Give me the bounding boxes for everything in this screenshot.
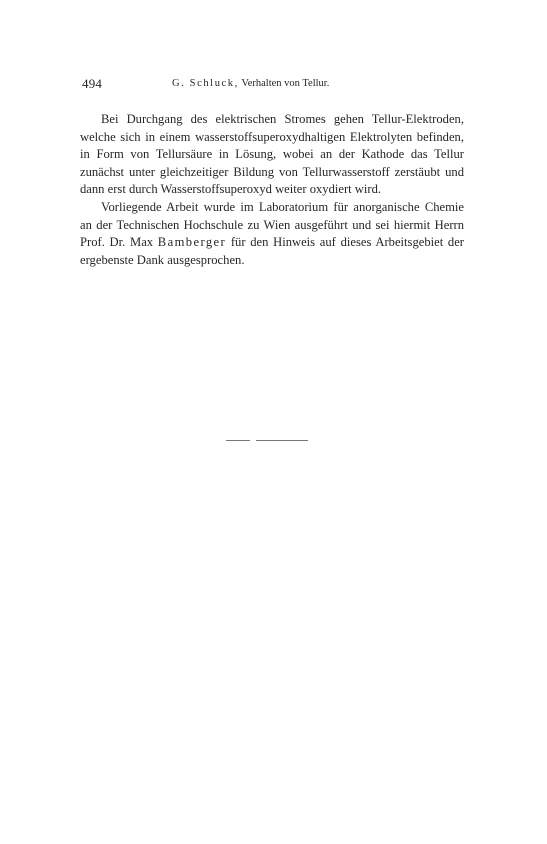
running-head-title: Verhalten von Tellur. xyxy=(238,78,330,89)
paragraph-2 xyxy=(80,199,464,269)
rule-segment-long xyxy=(256,440,308,441)
rule-segment-short xyxy=(226,440,250,441)
running-head-author: G. Schluck, xyxy=(172,78,239,89)
paragraph-2-text-after: für den Hinweis auf dieses Arbeitsgebiet der ergebenste Dank ausgesprochen. xyxy=(80,235,464,267)
end-of-article-rule xyxy=(226,440,308,441)
body-text xyxy=(80,111,464,269)
running-head xyxy=(172,78,329,89)
paragraph-2-text-before: Vorliegende Arbeit wurde im Laboratorium für anorganische Chemie an der Technischen Hochschule zu Wien ausgeführt und sei hiermit Herrn Prof. Dr. Max xyxy=(80,199,464,250)
page-number: 494 xyxy=(82,76,103,91)
person-name-bamberger: Bamberger xyxy=(157,235,227,250)
paragraph-1: Bei Durchgang des elektrischen Stromes gehen Tellur-Elektroden, welche sich in einem wasserstoffsuperoxydhaltigen Elektrolyten befinden, in Form von Tellursäure in Lösung, wobei an der Kathode das Tellur zunächst unter gleichzeitiger Bildung von Tellurwasserstoff zerstäubt und dann erst durch Wasserstoffsuperoxyd weiter oxydiert wird. xyxy=(80,112,464,197)
page-header xyxy=(82,76,464,96)
